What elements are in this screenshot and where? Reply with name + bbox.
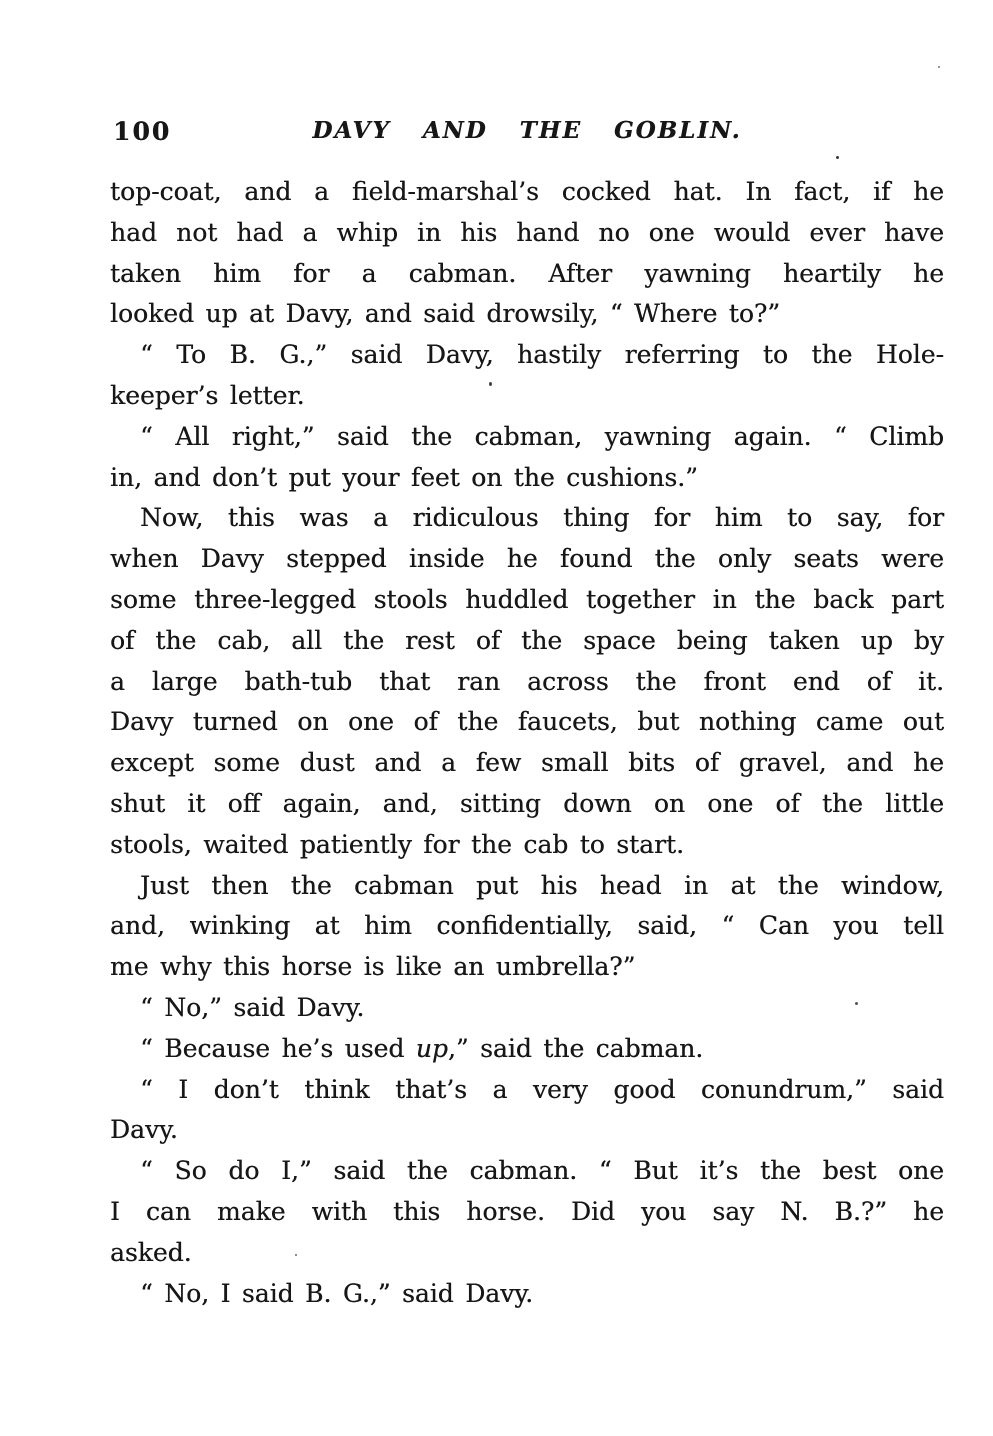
running-title: DAVY AND THE GOBLIN.: [312, 117, 742, 144]
text-line: I can make with this horse. Did you say N. B.?” he: [110, 1196, 944, 1226]
text-line: “ No, I said B. G.,” said Davy.: [140, 1278, 534, 1308]
text-line: looked up at Davy, and said drowsily, “ Where to?”: [110, 299, 781, 329]
text-line: “ No,” said Davy.: [140, 992, 365, 1022]
text-line: “ So do I,” said the cabman. “ But it’s the best one: [140, 1156, 944, 1186]
scan-speck: [295, 1254, 297, 1256]
text-line: of the cab, all the rest of the space being taken up by: [110, 625, 944, 655]
page-number: 100: [113, 117, 172, 146]
text-line: a large bath-tub that ran across the front end of it.: [110, 666, 944, 696]
text-line: top-coat, and a field-marshal’s cocked hat. In fact, if he: [110, 177, 944, 206]
text-line: Just then the cabman put his head in at the window,: [140, 870, 944, 900]
text-line: “ To B. G.,” said Davy, hastily referring to the Hole-: [140, 340, 944, 370]
text-line: Davy turned on one of the faucets, but nothing came out: [110, 707, 944, 737]
text-line: “ I don’t think that’s a very good conundrum,” said: [140, 1074, 944, 1104]
text-line: and, winking at him confidentially, said, “ Can you tell: [110, 911, 944, 941]
scan-speck: [938, 66, 940, 68]
scan-speck: [489, 382, 492, 386]
text-line: stools, waited patiently for the cab to start.: [110, 829, 684, 859]
page-body-text: [110, 172, 944, 1314]
text-line: had not had a whip in his hand no one would ever have: [110, 217, 944, 247]
text-line: “ Because he’s used up,” said the cabman.: [140, 1033, 704, 1063]
text-line: “ All right,” said the cabman, yawning again. “ Climb: [140, 421, 944, 451]
text-line: shut it off again, and, sitting down on one of the little: [110, 788, 944, 818]
text-line: some three-legged stools huddled together in the back part: [110, 584, 944, 614]
text-line: Davy.: [110, 1115, 178, 1145]
text-line: except some dust and a few small bits of gravel, and he: [110, 748, 944, 778]
scan-speck: [855, 1002, 858, 1005]
text-line: when Davy stepped inside he found the only seats were: [110, 544, 944, 574]
text-line: me why this horse is like an umbrella?”: [110, 952, 636, 982]
text-line: keeper’s letter.: [110, 380, 305, 410]
text-line: Now, this was a ridiculous thing for him to say, for: [140, 503, 944, 533]
text-line: asked.: [110, 1237, 192, 1267]
text-line: in, and don’t put your feet on the cushions.”: [110, 462, 698, 492]
text-line: taken him for a cabman. After yawning heartily he: [110, 258, 944, 288]
page-header: [110, 114, 944, 150]
scan-speck: [836, 156, 839, 159]
